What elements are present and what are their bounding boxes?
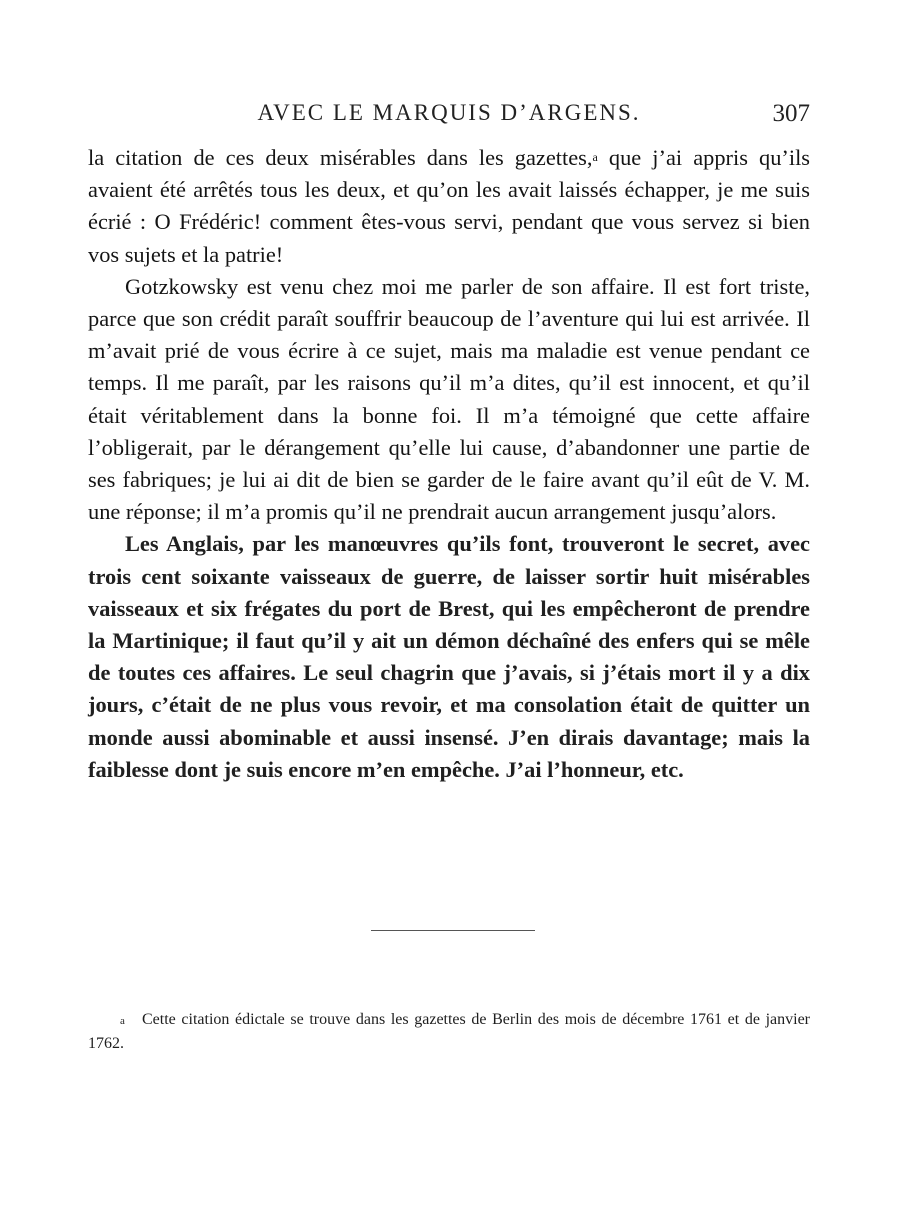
paragraph-1 [88,142,810,271]
section-divider [371,930,535,931]
footnote-reference: a [592,150,598,164]
paragraph-2: Gotzkowsky est venu chez moi me parler de son affaire. Il est fort triste, parce que son crédit paraît souffrir beaucoup de l’aventure qui lui est arrivée. Il m’avait prié de vous écrire à ce sujet, mais ma maladie est venue pendant ce temps. Il me paraît, par les raisons qu’il m’a dites, qu’il est innocent, et qu’il était véritablement dans la bonne foi. Il m’a témoigné que cette affaire l’obligerait, par le dérangement qu’elle lui cause, d’abandonner une partie de ses fabriques; je lui ai dit de bien se garder de le faire avant qu’il eût de V. M. une réponse; il m’a promis qu’il ne prendrait aucun arrangement jusqu’alors. [88,273,810,525]
footnote [88,1008,810,1056]
paragraph-1-text-after-note: que j’ai appris qu’ils avaient été arrêtés tous les deux, et qu’on les avait laissés échapper, je me suis écrié : O Frédéric! comment êtes-vous servi, pendant que vous servez si bien vos sujets et la patrie! [88,145,811,267]
body-text [88,142,810,786]
running-head [88,100,810,134]
footnote-marker: a [120,1015,125,1027]
running-title: AVEC LE MARQUIS D’ARGENS. [257,100,641,125]
paragraph-1-text-before-note: la citation de ces deux misérables dans les gazettes, [88,145,593,170]
page-number: 307 [772,100,810,127]
paragraph-3: Les Anglais, par les manœuvres qu’ils font, trouveront le secret, avec trois cent soixante vaisseaux de guerre, de laisser sortir huit misérables vaisseaux et six frégates du port de Brest, qui les empêcheront de prendre la Martinique; il faut qu’il y ait un démon déchaîné des enfers qui se mêle de toutes ces affaires. Le seul chagrin que j’avais, si j’étais mort il y a dix jours, c’était de ne plus vous revoir, et ma consolation était de quitter un monde aussi abominable et aussi insensé. J’en dirais davantage; mais la faiblesse dont je suis encore m’en empêche. J’ai l’honneur, etc. [88,531,810,782]
footnote-text: Cette citation édictale se trouve dans les gazettes de Berlin des mois de décembre 1761 et de janvier 1762. [88,1011,810,1052]
